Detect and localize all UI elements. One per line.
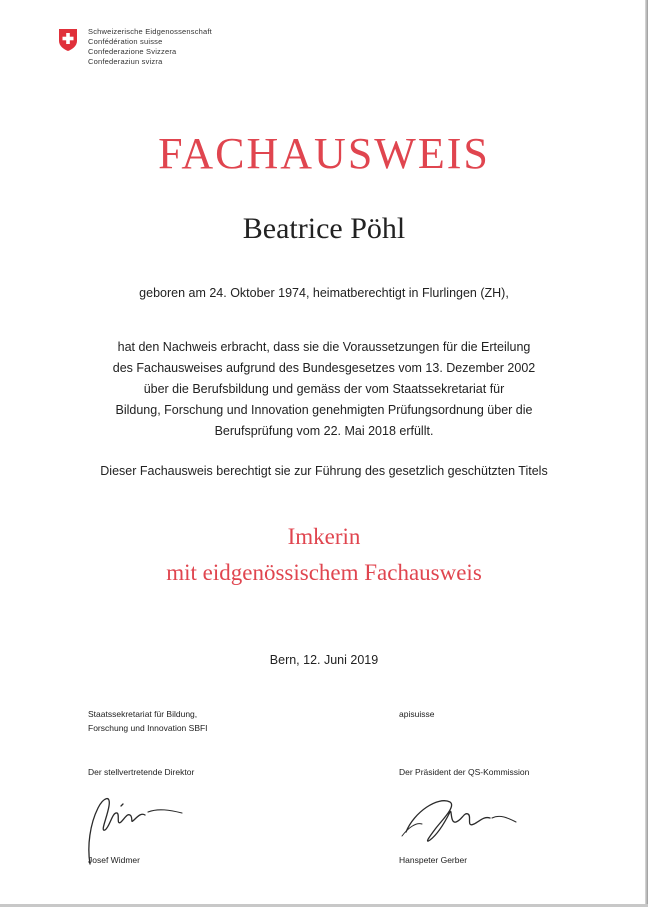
holder-name: Beatrice Pöhl: [242, 212, 406, 245]
left-signatory-name: Josef Widmer: [88, 855, 140, 865]
profession-line: Imkerin: [287, 524, 361, 549]
birth-line: geboren am 24. Oktober 1974, heimatberechtigt in Flurlingen (ZH),: [139, 286, 509, 300]
confederation-line-rm: Confederaziun svizra: [88, 57, 163, 66]
institution-line: Staatssekretariat für Bildung,: [88, 709, 198, 719]
swiss-coat-of-arms-icon: [58, 28, 78, 52]
left-institution: [88, 707, 208, 735]
profession-title: [0, 519, 648, 591]
confederation-line-de: Schweizerische Eidgenossenschaft: [88, 27, 212, 36]
profession-line: mit eidgenössischem Fachausweis: [166, 560, 482, 585]
right-institution: [399, 707, 434, 721]
right-signature: [392, 784, 522, 854]
institution-line: apisuisse: [399, 709, 435, 719]
confederation-names: [88, 27, 212, 67]
certification-paragraph: [0, 337, 648, 442]
paragraph-line: über die Berufsbildung und gemäss der vom Staatssekretariat für: [143, 382, 505, 396]
right-signatory-name: Hanspeter Gerber: [399, 855, 468, 865]
institution-line: Forschung und Innovation SBFI: [88, 723, 208, 733]
paragraph-line: Berufsprüfung vom 22. Mai 2018 erfüllt.: [214, 424, 434, 438]
title-entitlement-line: Dieser Fachausweis berechtigt sie zur Führung des gesetzlich geschützten Titels: [100, 464, 548, 478]
left-signatory-role: Der stellvertretende Direktor: [88, 767, 195, 777]
confederation-header: [58, 27, 212, 67]
place-date: Bern, 12. Juni 2019: [269, 653, 379, 667]
paragraph-line: hat den Nachweis erbracht, dass sie die Voraussetzungen für die Erteilung: [117, 340, 531, 354]
right-signatory-role: Der Präsident der QS-Kommission: [399, 767, 530, 777]
paragraph-line: Bildung, Forschung und Innovation genehmigten Prüfungsordnung über die: [115, 403, 533, 417]
document-title: FACHAUSWEIS: [158, 129, 490, 178]
paragraph-line: des Fachausweises aufgrund des Bundesgesetzes vom 13. Dezember 2002: [112, 361, 536, 375]
confederation-line-it: Confederazione Svizzera: [88, 47, 177, 56]
confederation-line-fr: Confédération suisse: [88, 37, 163, 46]
